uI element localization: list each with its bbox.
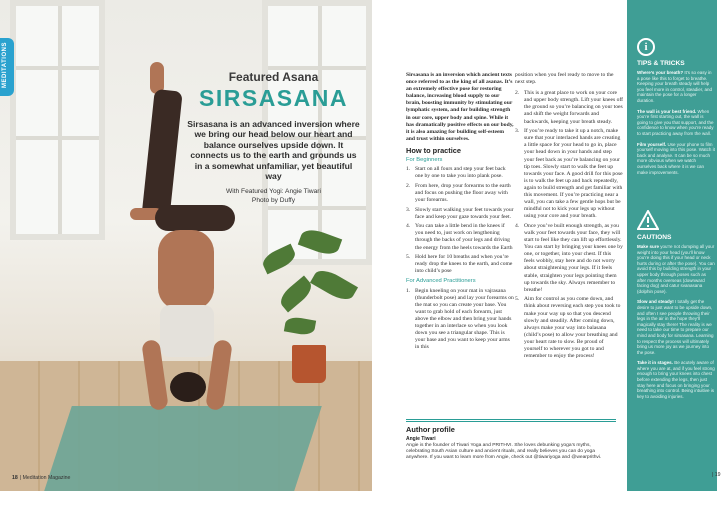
advanced-list [406,288,514,352]
author-heading: Author profile [406,425,455,434]
info-icon: i [637,38,655,56]
left-page [0,0,372,491]
plant-leaf [284,316,316,337]
advanced-steps-list [515,90,623,360]
yogi-leg-bent [155,205,235,231]
intro-text: Sirsasana is an advanced inversion where we bring our head below our heart and balance ourselves upside down. It connects us to the earth and grounds us in a somewhat unfamiliar, yet beautiful way [187,119,360,182]
yogi-top [160,305,214,357]
author-name: Angie Tiwari [406,436,436,442]
window-left [10,0,105,240]
yoga-mat [44,406,322,491]
plant-leaf [310,265,358,304]
list-item: 3. Slowly start walking your feet towards your face and keep your gaze towards your feet. [406,206,514,220]
continued-text: position when you feel ready to move to the next step. [515,72,614,86]
sidebar-paragraph: Where’s your breath? It’s so easy in a pose like this to forget to breathe. Keeping your breath steady will help you feel more in control, steadier, and maintain the pose for a longer duration. [637,70,713,103]
plant-pot [292,345,326,383]
column-2 [515,72,623,363]
sidebar-paragraph: Take it in stages. Be acutely aware of where you are at, and if you feel strong enough to bring your knees into chest before extending the legs, then just stay here and focus on bringing your breathing into control. Being intuitive is key to avoiding injuries. [637,360,715,399]
warning-icon [637,210,659,230]
divider [406,419,616,420]
list-item: 3. If you’re ready to take it up a notch, make sure that your interlaced hands are creating a little space for your head to go in, place your head down in your hands and step your feet back as you’re balancing on your tip toes. Slowly start to walk the feet up towards your face. A good drill for this pose is to walk the feet up and back repeatedly, again to build strength and get familiar with this movement. If you’re practicing near a wall, you can take a few gentle hops but be mindful not to kick your legs up without using your core and your breath. [515,128,623,220]
list-item: 4. You can take a little bend in the knees if you need to, just work on lengthening through the backs of your legs and driving the energy from the heels towards the Earth [406,223,513,251]
cautions-text [637,244,715,404]
advanced-heading: For Advanced Practitioners [406,278,476,285]
list-item: 5. Aim for control as you come down, and think about reversing each step you took to make your way up so that you descend slowly and steadily. After coming down, always make your way into balasana (child’s pose) to allow your breathing and your heart rate to slow. Be proud of yourself to wherever you got to and remember to enjoy the process! [515,296,621,360]
beginners-heading: For Beginners [406,157,443,164]
sidebar-paragraph: Film yourself. Use your phone to film yourself moving into this pose. Watch it back and analyse. It can be so much more obvious when we watch ourselves back where it is we can make improvements. [637,141,715,175]
section-tab: MEDITATIONS [0,38,14,96]
page-title: SIRSASANA [199,85,348,111]
tips-heading: TIPS & TRICKS [637,60,685,67]
list-item: 2. This is a great place to work on your core and upper body strength. Lift your knees off the ground so you’re balancing on your toes and shift the weight forwards and backwards, keeping your breath steady. [515,90,624,125]
yogi-torso [158,230,214,310]
author-bio: Angie is the founder of Tiwari Yoga and PRITHVI. She loves debunking yoga’s myths, celebrating South Asian culture and ancient rituals, and really believes you can do yoga anywhere. If you want to learn more from Angie, check out @tiwariyoga and @wearprithvi. [406,443,602,461]
sidebar-paragraph: Slow and steady! I totally get the desire to just want to be upside down, and often I see people throwing their legs in the air in the hope they’ll magically stay there! The reality is we need to take our time to prepare our mind and body for sirsasana. Learning to respect the process will ultimately bring us more joy as we journey into the pose. [637,299,714,355]
divider [406,421,616,422]
cautions-heading: CAUTIONS [637,234,672,241]
column-1 [406,72,514,354]
title-block [186,70,361,205]
list-item: 1. Begin kneeling on your mat in vajrasana (thunderbolt pose) and lay your forearms on the mat so you can create your base. You want to grab hold of each forearm, just above the elbow and then bring your hands together in an interlace so when you look down you see a triangular shape. This is your base and you want to keep your arms in this [406,287,514,351]
sidebar-paragraph: The wall is your best friend. When you’re first starting out, the wall is going to give you that support, and the confidence to know when you’re ready to start practicing away from the wall. [637,108,714,136]
list-item: 4. Once you’ve built enough strength, as you walk your feet towards your face, they will start to feel like they can lift up effortlessly. You can start by bringing your knees one by one, or together, into your chest. If this feels wobbly, stay here and do not worry about straightening your legs. If it feels stable, straighten your legs pointing them up towards the sky. Always remember to breathe! [515,222,623,293]
list-item: 2. From here, drop your forearms to the earth and focus on pushing the floor away with your forearms. [406,182,511,203]
beginners-list [406,166,514,275]
kicker: Featured Asana [228,70,319,84]
lead-paragraph: Sirsasana is an inversion which ancient texts once referred to as the king of all asanas. It’s an extremely effective pose for restoring balance, increasing blood supply to our brain, boosting immunity by stimulating our lymphatic system, and for building strength in our core, upper body and spine. While it has dramatically positive effects on our body, it is also amazing for building self-esteem and trust within ourselves. [406,72,514,142]
yogi-hair [170,372,206,402]
folio-left: 18 | Meditation Magazine [12,475,71,481]
yogi-leg-upper [141,89,182,221]
tips-text [637,70,715,180]
credit: With Featured Yogi: Angie Tiwari Photo by Duffy [226,188,321,204]
list-item: 5. Hold here for 10 breaths and when you’re ready drop the knees to the earth, and come into child’s pose [406,254,513,275]
sidebar-paragraph: Make sure you’re not dumping all your weight into your head (you’ll know you’re doing this if your head or neck hurts during or after the pose). You can avoid this by building strength in your upper body through poses such as after months overseas (downward facing dog) and catur svanasana (dolphin pose). [637,244,715,294]
list-item: 1. Start on all fours and step your feet back one by one to take you into plank pose. [406,166,506,180]
folio-right: | 19 [712,472,721,478]
how-to-heading: How to practice [406,145,462,155]
